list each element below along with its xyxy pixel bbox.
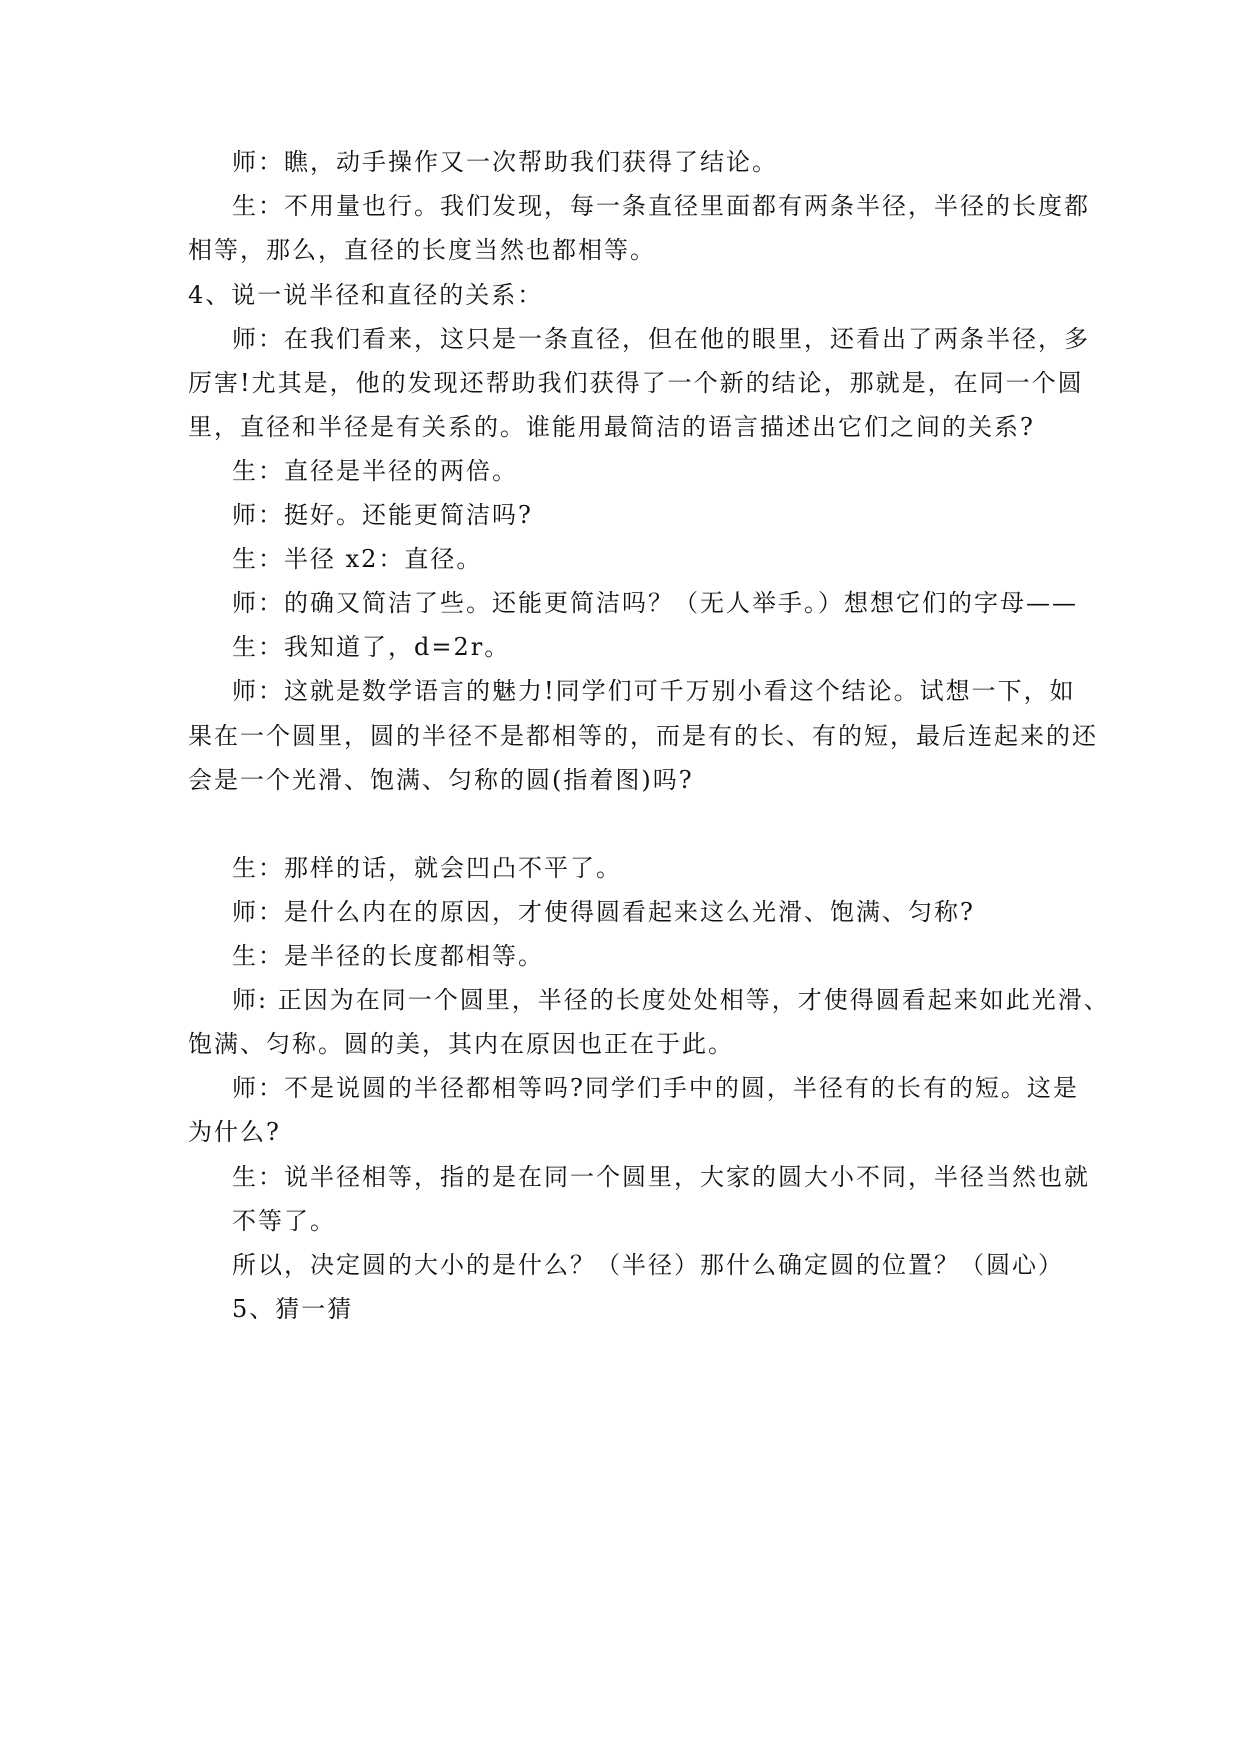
text-line: 生：半径 x2：直径。: [232, 545, 483, 573]
text-line: 生：直径是半径的两倍。: [232, 457, 518, 485]
text-line: 师：的确又简洁了些。还能更简洁吗？（无人举手。）想想它们的字母——: [232, 589, 1078, 617]
text-line: 为什么?: [188, 1118, 281, 1146]
text-line: 师：在我们看来，这只是一条直径，但在他的眼里，还看出了两条半径，多: [232, 325, 1090, 353]
text-line: 师: 正因为在同一个圆里，半径的长度处处相等，才使得圆看起来如此光滑、: [232, 986, 1110, 1014]
section-heading: 4、说一说半径和直径的关系：: [188, 281, 544, 309]
text-line: 厉害!尤其是，他的发现还帮助我们获得了一个新的结论，那就是，在同一个圆: [188, 369, 1084, 397]
text-line: 生：我知道了，d=2r。: [232, 633, 511, 661]
text-line: 师：这就是数学语言的魅力!同学们可千万别小看这个结论。试想一下，如: [232, 677, 1076, 705]
text-line: 生：是半径的长度都相等。: [232, 942, 544, 970]
text-line: 所以，决定圆的大小的是什么？（半径）那什么确定圆的位置？（圆心）: [232, 1251, 1064, 1279]
text-line: 生：那样的话，就会凹凸不平了。: [232, 854, 622, 882]
text-line: 生：不用量也行。我们发现，每一条直径里面都有两条半径，半径的长度都: [232, 192, 1090, 220]
text-line: 饱满、匀称。圆的美，其内在原因也正在于此。: [188, 1030, 734, 1058]
text-line: 师：不是说圆的半径都相等吗?同学们手中的圆，半径有的长有的短。这是: [232, 1074, 1079, 1102]
text-line: 里，直径和半径是有关系的。谁能用最简洁的语言描述出它们之间的关系?: [188, 413, 1035, 441]
section-heading: 5、猜一猜: [232, 1295, 354, 1323]
text-line: 不等了。: [232, 1207, 336, 1235]
text-line: 生：说半径相等，指的是在同一个圆里，大家的圆大小不同，半径当然也就: [232, 1163, 1090, 1191]
text-line: 果在一个圆里，圆的半径不是都相等的，而是有的长、有的短，最后连起来的还: [188, 722, 1098, 750]
text-line: 师：挺好。还能更简洁吗?: [232, 501, 533, 529]
text-line: 师：瞧，动手操作又一次帮助我们获得了结论。: [232, 148, 778, 176]
text-line: 会是一个光滑、饱满、匀称的圆(指着图)吗?: [188, 766, 694, 794]
text-line: 相等，那么，直径的长度当然也都相等。: [188, 236, 656, 264]
text-line: 师：是什么内在的原因，才使得圆看起来这么光滑、饱满、匀称?: [232, 898, 975, 926]
